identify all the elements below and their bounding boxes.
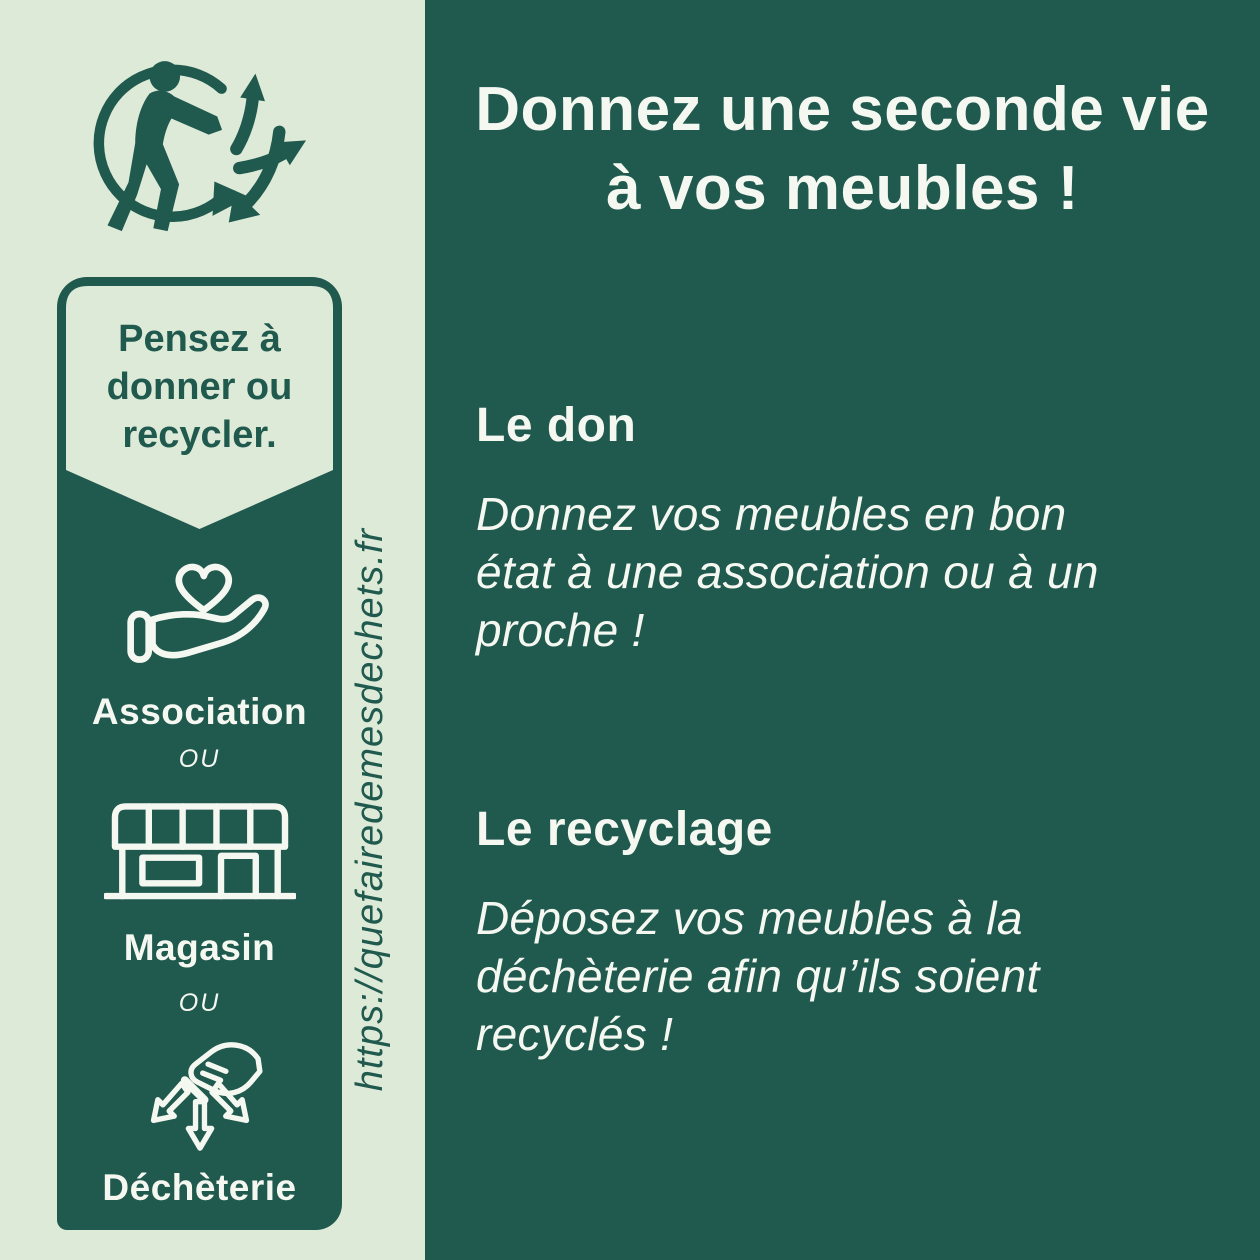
banner-label-line: recycler. xyxy=(122,414,277,456)
option-magasin xyxy=(57,801,342,913)
section-heading-recyclage: Le recyclage xyxy=(476,803,773,856)
section-body-line: Donnez vos meubles en bon xyxy=(476,488,1067,540)
banner-label xyxy=(57,315,342,459)
page-title-line: Donnez une seconde vie xyxy=(475,75,1210,144)
option-label-magasin: Magasin xyxy=(123,927,276,968)
option-dechetterie xyxy=(57,1032,342,1159)
section-body-line: Déposez vos meubles à la xyxy=(476,892,1023,944)
donation-recycling-banner xyxy=(57,277,342,1230)
or-separator: OU xyxy=(178,745,221,773)
page-title-line: à vos meubles ! xyxy=(606,154,1079,223)
or-separator: OU xyxy=(178,989,221,1017)
option-label-dechetterie: Déchèterie xyxy=(102,1167,297,1208)
section-body-line: déchèterie afin qu’ils soient xyxy=(476,950,1040,1002)
section-body-line: proche ! xyxy=(476,604,645,656)
website-url: https://quefairedemesdechets.fr xyxy=(349,528,391,1092)
section-heading-don: Le don xyxy=(476,399,637,452)
waste-sorting-hand-icon xyxy=(133,1032,267,1159)
store-icon xyxy=(104,801,296,913)
page-title xyxy=(425,70,1260,228)
section-body-recyclage xyxy=(476,889,1216,1063)
option-label-association: Association xyxy=(91,691,308,732)
banner-label-line: donner ou xyxy=(106,366,293,408)
section-don xyxy=(476,398,1216,659)
heart-in-hand-icon xyxy=(124,557,276,682)
banner-label-line: Pensez à xyxy=(118,318,281,360)
section-body-don xyxy=(476,485,1216,659)
section-body-line: état à une association ou à un xyxy=(476,546,1099,598)
triman-recycling-logo xyxy=(92,44,312,254)
section-body-line: recyclés ! xyxy=(476,1008,674,1060)
section-recyclage xyxy=(476,802,1216,1063)
option-association xyxy=(57,557,342,682)
